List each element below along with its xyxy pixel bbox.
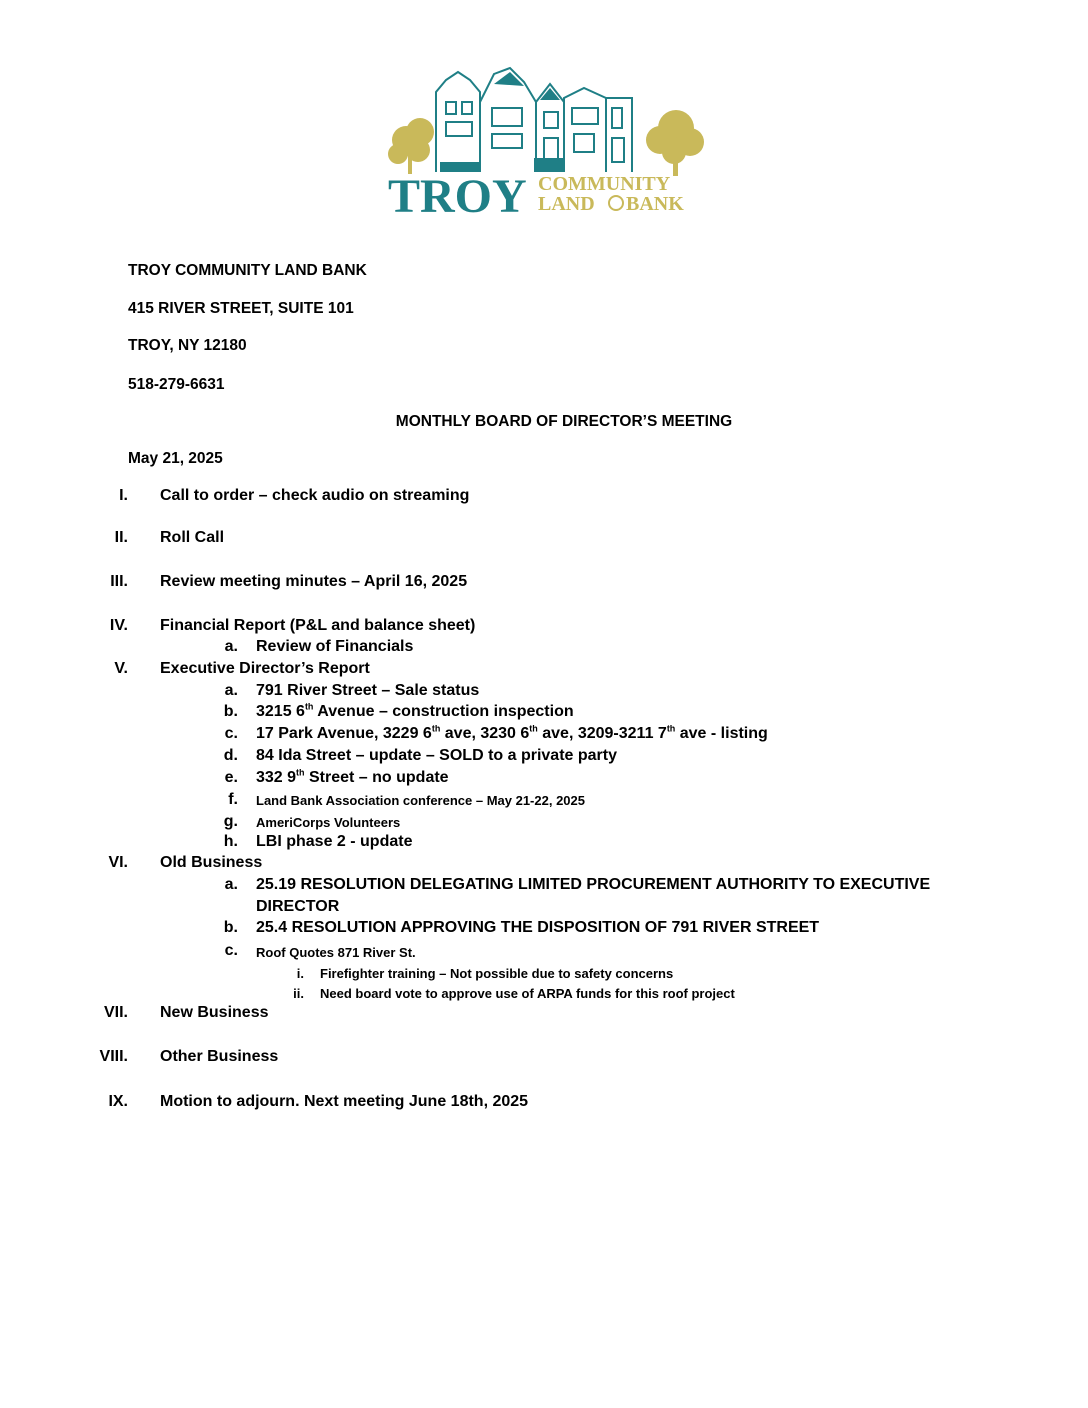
logo-word-left: LAND	[538, 193, 595, 215]
agenda-item: Financial Report (P&L and balance sheet)	[160, 617, 476, 634]
agenda-item: Call to order – check audio on streaming	[160, 487, 470, 504]
logo-word-top: COMMUNITY	[538, 173, 671, 195]
sub-item: Review of Financials	[256, 638, 414, 655]
org-phone: 518-279-6631	[128, 376, 225, 393]
sub-item: 25.4 RESOLUTION APPROVING THE DISPOSITION OF 791 RIVER STREET	[256, 919, 820, 936]
agenda-item: Roll Call	[160, 529, 225, 546]
agenda-item: Motion to adjourn. Next meeting June 18th, 2025	[160, 1093, 529, 1110]
troy-community-land-bank-logo	[384, 62, 714, 222]
sub-letter: e.	[224, 769, 238, 786]
agenda-number: IX.	[108, 1093, 128, 1110]
agenda-number: VIII.	[99, 1048, 128, 1065]
sub-sub-item: Need board vote to approve use of ARPA funds for this roof project	[320, 986, 735, 1001]
meeting-date: May 21, 2025	[128, 450, 223, 467]
org-address: 415 RIVER STREET, SUITE 101	[128, 300, 354, 317]
logo-word-right: BANK	[626, 193, 684, 215]
seal-icon	[609, 196, 623, 210]
agenda-number: I.	[119, 487, 128, 504]
org-city: TROY, NY 12180	[128, 337, 247, 354]
sub-letter: b.	[223, 919, 238, 936]
sub-letter: d.	[223, 747, 238, 764]
agenda-number: V.	[114, 660, 128, 677]
sub-sub-item: Firefighter training – Not possible due to safety concerns	[320, 966, 674, 981]
agenda-item: Executive Director’s Report	[160, 660, 370, 677]
sub-item: Roof Quotes 871 River St.	[256, 945, 416, 960]
sub-item: 84 Ida Street – update – SOLD to a private party	[256, 747, 617, 764]
sub-letter: f.	[228, 791, 238, 808]
sub-letter: c.	[224, 942, 238, 959]
agenda-item: Review meeting minutes – April 16, 2025	[160, 573, 468, 590]
sub-item: 25.19 RESOLUTION DELEGATING LIMITED PROCUREMENT AUTHORITY TO EXECUTIVE	[256, 876, 931, 893]
sub-sub-number: i.	[296, 966, 304, 981]
page-title: MONTHLY BOARD OF DIRECTOR’S MEETING	[395, 413, 733, 430]
sub-item: 17 Park Avenue, 3229 6th ave, 3230 6th ave, 3209-3211 7th ave - listing	[256, 723, 768, 742]
sub-item: 332 9th Street – no update	[256, 767, 449, 786]
agenda-item: New Business	[160, 1004, 269, 1021]
agenda-number: IV.	[109, 617, 128, 634]
agenda-number: VI.	[108, 854, 128, 871]
sub-item: 791 River Street – Sale status	[256, 682, 480, 699]
sub-item-continuation: DIRECTOR	[256, 898, 340, 915]
agenda-number: VII.	[103, 1004, 128, 1021]
sub-letter: g.	[223, 813, 238, 830]
agenda-item: Old Business	[160, 854, 263, 871]
agenda-number: II.	[114, 529, 128, 546]
logo-word-main: TROY	[388, 170, 527, 222]
sub-letter: h.	[223, 833, 238, 850]
sub-letter: a.	[224, 638, 238, 655]
sub-item: AmeriCorps Volunteers	[256, 815, 401, 830]
sub-sub-number: ii.	[293, 986, 304, 1001]
sub-letter: a.	[224, 682, 238, 699]
sub-item: Land Bank Association conference – May 21-22, 2025	[256, 793, 585, 808]
sub-letter: b.	[223, 703, 238, 720]
org-name: TROY COMMUNITY LAND BANK	[128, 262, 367, 279]
agenda-number: III.	[110, 573, 128, 590]
sub-letter: c.	[224, 725, 238, 742]
rowhouses-icon	[436, 68, 632, 172]
sub-item: LBI phase 2 - update	[256, 833, 413, 850]
sub-item: 3215 6th Avenue – construction inspection	[256, 701, 574, 720]
sub-letter: a.	[224, 876, 238, 893]
agenda-item: Other Business	[160, 1048, 279, 1065]
